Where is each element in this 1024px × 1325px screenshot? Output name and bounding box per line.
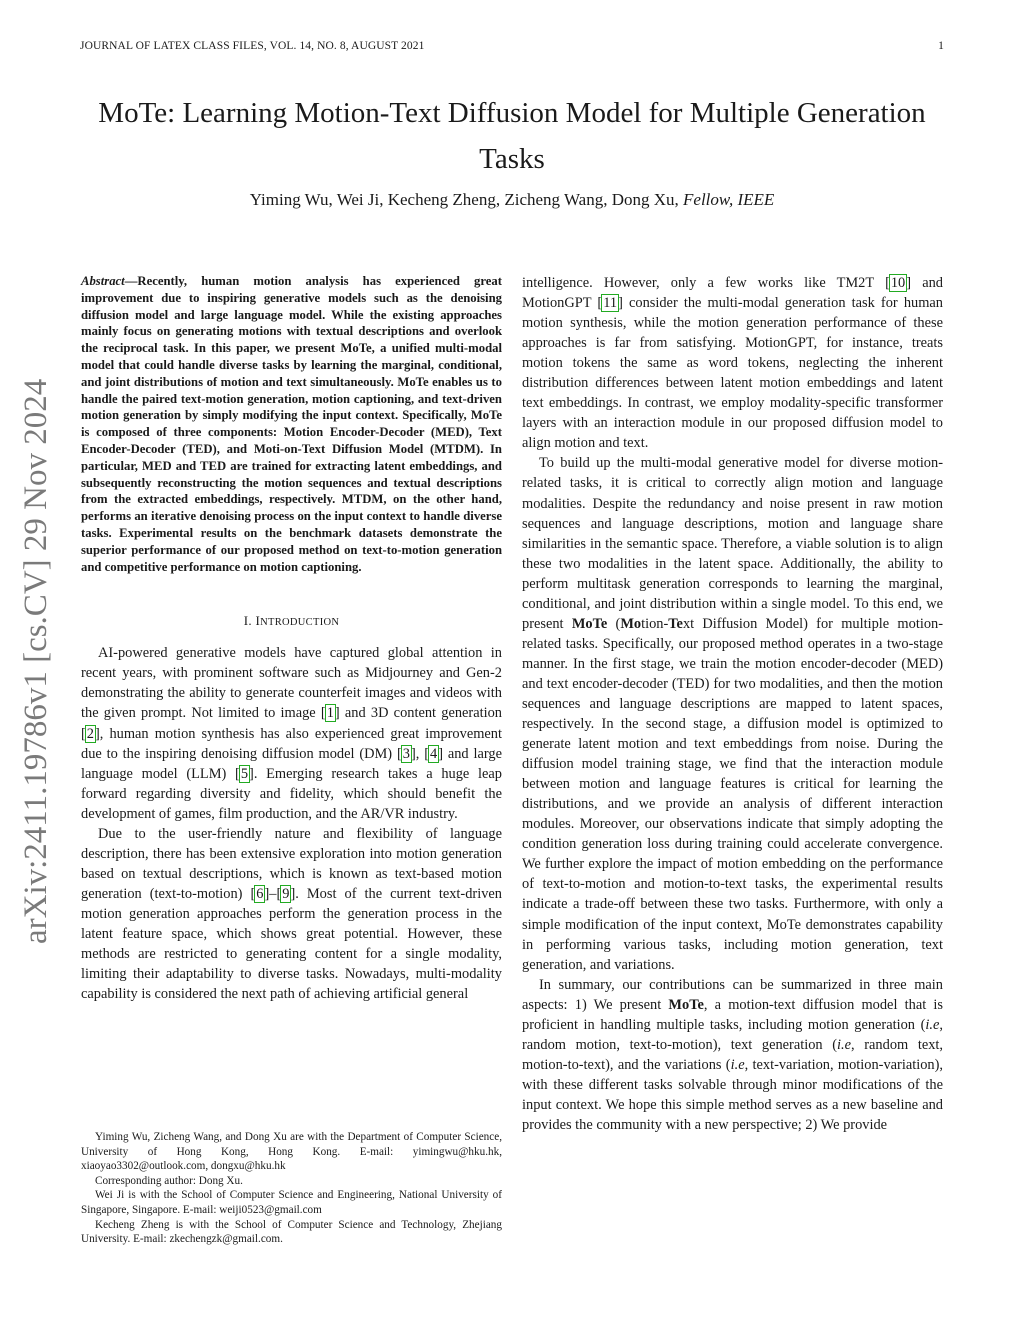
text-run: To build up the multi-modal generative model for diverse motion-related tasks, it is critical to correctly align motion and language modalities. Despite the redundancy and noise present in raw motion sequences and language descriptions, motion and language share similarities in the semantic space. Therefore, a viable solution is to align these two modalities in the latent space. Additionally, the ability to perform multitask generation corresponds to learning the marginal, conditional, and joint distribution within a single model. To this end, we present — [522, 455, 943, 632]
text-run: ( — [607, 615, 621, 632]
text-run: i.e — [837, 1036, 852, 1053]
citation-link[interactable]: 2 — [86, 725, 94, 742]
text-run: , — [415, 745, 425, 762]
citation-link[interactable]: 1 — [326, 705, 334, 722]
section-numeral: I. — [243, 613, 252, 629]
citation-link[interactable]: 11 — [603, 295, 618, 312]
intro-paragraph-2: Due to the user-friendly nature and flexibility of language description, there has been extensive exploration into motion generation based on textual descriptions, which is known as text-based motion generation (text-to-motion) [6]–[9]. Most of the current text-driven motion generation approaches perform the generation process in the latent feature space, which shows great potential. However, these methods are restricted to generating content for a single modality, limiting their adaptability to diverse tasks. Nowadays, multi-modality capability is considered the next path of achieving artificial general — [81, 825, 502, 1003]
citation-link[interactable]: 5 — [240, 765, 249, 782]
text-run: Mo — [620, 615, 642, 632]
footnotes — [81, 1130, 502, 1247]
text-run: and large language model (LLM) — [81, 745, 502, 782]
text-run: and 3D content generation — [339, 705, 502, 722]
abstract-text: —Recently, human motion analysis has experienced great improvement due to inspiring generative models such as the denoising diffusion model and large language model. While the existing approaches mainly focus on generating motions with textual descriptions and overlook the reciprocal task. In this paper, we present MoTe, a unified multi-modal model that could handle diverse tasks by learning the marginal, conditional, and joint distributions of motion and text simultaneously. MoTe enables us to handle the paired text-motion generation, motion captioning, and text-driven motion generation by simply modifying the input context. Specifically, MoTe is composed of three components: Motion Encoder-Decoder (MED), Text Encoder-Decoder (TED), and Moti-on-Text Diffusion Model (MTDM). In particular, MED and TED are trained for extracting latent embeddings, and subsequently reconstructing the motion sequences and textual descriptions from the extracted embeddings, respectively. MTDM, on the other hand, performs an iterative denoising process on the input context to handle diverse tasks. Experimental results on the benchmark datasets demonstrate the superior performance of our proposed method on text-to-motion generation and competitive performance on motion captioning. — [81, 274, 502, 574]
text-run: , random motion, text-to-motion), text generation ( — [522, 1016, 943, 1053]
paper-title: MoTe: Learning Motion-Text Diffusion Model for Multiple Generation Tasks — [98, 97, 926, 175]
text-run: xt Diffusion Model) — [682, 615, 808, 632]
abstract-label: Abstract — [81, 274, 125, 288]
section-title-rest: NTRODUCTION — [260, 617, 340, 629]
intro-paragraph-3 — [522, 453, 943, 974]
text-run: i.e — [925, 1016, 940, 1033]
text-run: for multiple motion-related tasks. Specifically, our proposed method operates in a two-stage manner. In the first stage, we train the motion encoder-decoder (MED) and text encoder-decoder (TED) for two modalities, and then the motion sequences and language descriptions are mapped to latent spaces, respectively. In the second stage, a diffusion model is optimized to generate latent motion and text embeddings from noise. During the diffusion model training stage, we find that the interaction module between motion and language features is critical for learning the distributions, and we provide an analysis of different interaction modules. Moreover, our observations indicate that simply adopting the condition generation loss during training could accelerate convergence. We further explore the impact of motion embedding on the performance of text-to-motion and motion-to-text tasks, the experimental results indicate a trade-off between these two tasks. Furthermore, with only a simple modification of the input context, MoTe demonstrates capability in performing various tasks, including motion generation, text generation, and variations. — [522, 615, 943, 973]
text-run: , text-variation, motion-variation), with these different tasks solvable through minor modifications of the input context. We hope this simple method serves as a new baseline and provides the community with a new perspective; 2) We provide — [522, 1056, 944, 1133]
text-run: Te — [668, 615, 683, 632]
citation-link[interactable]: 6 — [256, 885, 264, 902]
section-title-initial: I — [255, 613, 261, 629]
footnote: Wei Ji is with the School of Computer Science and Engineering, National University of Singapore, Singapore. E-mail: weiji0523@gmail.com — [81, 1189, 502, 1216]
text-run: , a motion-text diffusion model that is proficient in handling multiple tasks, including motion generation ( — [522, 996, 943, 1033]
text-run: i.e — [730, 1056, 745, 1073]
author-list — [80, 190, 944, 210]
text-run: . Most of the current text-driven motion generation approaches perform the generation process in the latent feature space, which shows great potential. However, these methods are restricted to generating content for a single modality, limiting their adaptability to diverse tasks. Nowadays, multi-modality capability is considered the next path of achieving artificial general — [81, 885, 502, 1003]
author-suffix: Fellow, IEEE — [683, 190, 775, 209]
citation-link[interactable]: 4 — [430, 745, 438, 762]
text-run: intelligence. However, only a few works like TM2T — [522, 275, 886, 291]
citation-link[interactable]: 10 — [890, 275, 906, 291]
method-name: MoTe — [571, 615, 608, 632]
citation-link[interactable]: 3 — [402, 745, 410, 762]
footnote: Kecheng Zheng is with the School of Computer Science and Technology, Zhejiang University. E-mail: zkechengzk@gmail.com. — [81, 1218, 502, 1246]
footnote: Corresponding author: Dong Xu. — [95, 1174, 243, 1187]
arxiv-stamp: arXiv:2411.19786v1 [cs.CV] 29 Nov 2024 — [18, 378, 54, 944]
intro-paragraph-4 — [522, 975, 943, 1135]
running-header: JOURNAL OF LATEX CLASS FILES, VOL. 14, NO. 8, AUGUST 2021 — [80, 40, 425, 52]
author-names: Yiming Wu, Wei Ji, Kecheng Zheng, Zicheng Wang, Dong Xu, — [249, 190, 679, 209]
text-run: , random text, motion-to-text), and the variations ( — [522, 1036, 943, 1073]
intro-paragraph-2-cont: intelligence. However, only a few works like TM2T [10] and MotionGPT [11] consider the multi-modal generation task for human motion synthesis, while the motion generation performance of these approaches is far from satisfying. MotionGPT, for instance, treats motion tokens the same as word tokens, neglecting the inherent distribution differences between latent motion embeddings and latent text embeddings. In contrast, we employ modality-specific transformer layers with an interaction module in our proposed diffusion model to align motion and text. — [522, 275, 943, 452]
footnote: Yiming Wu, Zicheng Wang, and Dong Xu are with the Department of Computer Science, University of Hong Kong, Hong Kong. E-mail: yimingwu@hku.hk, xiaoyao3302@outlook.com, dongxu@hku.hk — [81, 1131, 502, 1173]
text-run: tion- — [641, 615, 669, 632]
abstract — [81, 273, 502, 575]
citation-link[interactable]: 9 — [282, 885, 290, 902]
text-run: , human motion synthesis has also experienced great improvement due to the inspiring denoising diffusion model (DM) — [81, 725, 502, 762]
page-number: 1 — [938, 40, 944, 52]
intro-paragraph-1: AI-powered generative models have captured global attention in recent years, with prominent software such as Midjourney and Gen-2 demonstrating the ability to generate counterfeit images and videos with the given prompt. Not limited to image [1] and 3D content generation [2], human motion synthesis has also experienced great improvement due to the inspiring denoising diffusion model (DM) [3], [4] and large language model (LLM) [5]. Emerging research takes a huge leap forward regarding diversity and fidelity, which should benefit the development of games, film production, and the AR/VR industry. — [81, 645, 502, 822]
method-name: MoTe — [668, 996, 704, 1013]
text-run: In summary, our contributions can be summarized in three main aspects: 1) We present — [522, 976, 943, 1013]
text-run: Due to the user-friendly nature and flexibility of language description, there has been extensive exploration into motion generation based on textual descriptions, which is known as text-based motion generation (text-to-motion) — [81, 825, 502, 902]
text-run: AI-powered generative models have captured global attention in recent years, with prominent software such as Midjourney and Gen-2 demonstrating the ability to generate counterfeit images and videos with the given prompt. Not limited to image — [81, 645, 502, 722]
right-column — [522, 273, 943, 1135]
text-run: and MotionGPT — [522, 275, 943, 312]
text-run: – — [269, 885, 277, 902]
left-column — [81, 273, 502, 1004]
text-run: . Emerging research takes a huge leap forward regarding diversity and fidelity, which should benefit the development of games, film production, and the AR/VR industry. — [81, 765, 502, 822]
text-run: consider the multi-modal generation task for human motion synthesis, while the motion generation performance of these approaches is far from satisfying. MotionGPT, for instance, treats motion tokens the same as word tokens, neglecting the inherent distribution differences between latent motion embeddings and latent text embeddings. In contrast, we employ modality-specific transformer layers with an interaction module in our proposed diffusion model to align motion and text. — [522, 295, 943, 452]
section-heading — [81, 613, 502, 629]
